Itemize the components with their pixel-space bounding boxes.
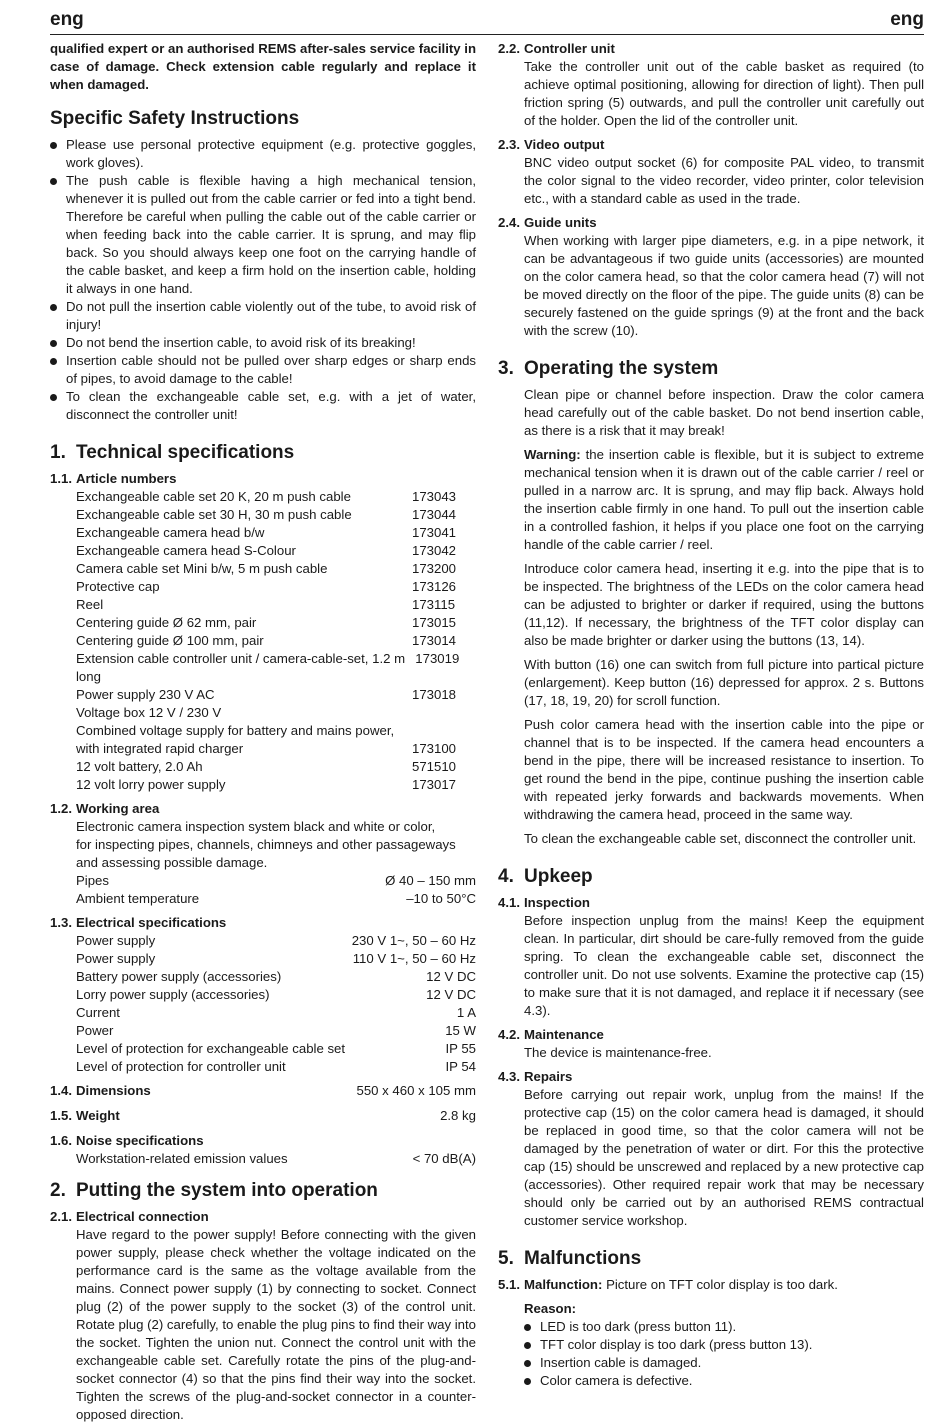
controller-unit-text: Take the controller unit out of the cable basket as required (to achieve optimal positioning, allowing for direction of light). Then pull friction spring (5) outwards, and pull the controller unit carefully out of the holder. Open the lid of the controller unit. xyxy=(524,59,924,128)
list-item xyxy=(50,136,476,172)
bullet-icon xyxy=(50,358,57,365)
working-area-rows xyxy=(50,872,476,908)
operating-paragraph-5: Push color camera head with the insertion cable into the pipe or channel that is to be inspected. If the camera head encounters a bend in the pipe, there will be increased resistance to insertion. To get round the bend in the pipe, continue pushing the insertion cable with repeated jerky forwards and backwards movements. When withdrawing the camera head, proceed in the same way. xyxy=(524,717,924,822)
spec-label: Battery power supply (accessories) xyxy=(76,969,282,984)
working-area-line: Electronic camera inspection system black and white or color, xyxy=(76,819,436,834)
bullet-icon xyxy=(50,304,57,311)
list-item-text: LED is too dark (press button 11). xyxy=(540,1319,737,1334)
article-row xyxy=(50,686,476,704)
spec-value: 12 V DC xyxy=(426,969,476,984)
article-row xyxy=(50,776,476,794)
article-row xyxy=(50,506,476,524)
list-item-text: Color camera is defective. xyxy=(540,1373,693,1388)
spec-label: Power supply xyxy=(76,933,156,948)
section-2-1-heading: 2.1. Electrical connection xyxy=(50,1209,209,1224)
article-code: 173014 xyxy=(412,633,457,648)
list-item-text: To clean the exchangeable cable set, e.g. with a jet of water, disconnect the controller unit! xyxy=(66,389,476,422)
bullet-icon xyxy=(524,1360,531,1367)
dimensions-value: 550 x 460 x 105 mm xyxy=(356,1083,476,1098)
article-code: 173015 xyxy=(412,615,457,630)
article-name: 12 volt lorry power supply xyxy=(76,777,226,792)
spec-row xyxy=(50,1040,476,1058)
article-row xyxy=(50,524,476,542)
working-area-text xyxy=(50,818,476,872)
article-name: Combined voltage supply for battery and mains power, xyxy=(76,723,395,738)
list-item xyxy=(524,1354,924,1372)
spec-label: Power supply xyxy=(76,951,156,966)
list-item xyxy=(50,172,476,298)
operating-paragraph-1: Clean pipe or channel before inspection. Draw the color camera head carefully out of the cable basket. Do not bend insertion cable, as there is a risk that it may break! xyxy=(524,387,924,438)
list-item-text: Do not pull the insertion cable violently out of the tube, to avoid risk of injury! xyxy=(66,299,476,332)
article-row xyxy=(50,704,476,722)
spec-row xyxy=(50,968,476,986)
left-column xyxy=(50,40,476,1424)
spec-value: IP 55 xyxy=(445,1041,476,1056)
section-2-heading: 2. Putting the system into operation xyxy=(50,1180,378,1201)
article-code: 571510 xyxy=(412,759,457,774)
article-code: 173044 xyxy=(412,507,457,522)
spec-value: 15 W xyxy=(445,1023,476,1038)
article-name: Extension cable controller unit / camera-cable-set, 1.2 m long xyxy=(76,651,406,684)
article-code: 173041 xyxy=(412,525,457,540)
article-name: Voltage box 12 V / 230 V xyxy=(76,705,222,720)
spec-row xyxy=(50,890,476,908)
language-label-left: eng xyxy=(50,9,84,30)
article-name: Exchangeable cable set 20 K, 20 m push cable xyxy=(76,489,351,504)
safety-heading: Specific Safety Instructions xyxy=(50,108,300,129)
safety-list xyxy=(50,136,476,424)
bullet-icon xyxy=(524,1324,531,1331)
spec-row xyxy=(50,1022,476,1040)
bullet-icon xyxy=(524,1342,531,1349)
list-item-text: The push cable is flexible having a high mechanical tension, whenever it is pulled out from the cable carrier or fed into a tight bend. Therefore be careful when pulling the cable out of the cable carrier or when feeding back into the cable carrier. It is sprung, and may flip back. So you should always keep one foot on the carrying handle of the cable basket, and keep a firm hold on the insertion cable, holding it always in one hand. xyxy=(66,173,476,296)
spec-label: Power xyxy=(76,1023,114,1038)
spec-value: IP 54 xyxy=(445,1059,476,1074)
article-row xyxy=(50,722,476,740)
intro-warning: qualified expert or an authorised REMS after-sales service facility in case of damage. Check extension cable regularly and replace it when damaged. xyxy=(50,41,476,92)
spec-value: Ø 40 – 150 mm xyxy=(385,873,476,888)
section-2-4-heading: 2.4. Guide units xyxy=(498,215,597,230)
list-item xyxy=(50,298,476,334)
article-code xyxy=(412,722,476,740)
bullet-icon xyxy=(50,394,57,401)
spec-label: Ambient temperature xyxy=(76,891,200,906)
spec-row xyxy=(50,986,476,1004)
spec-value: 110 V 1~, 50 – 60 Hz xyxy=(352,951,476,966)
article-code: 173200 xyxy=(412,561,457,576)
article-code xyxy=(412,704,476,722)
article-name: Camera cable set Mini b/w, 5 m push cable xyxy=(76,561,328,576)
article-name: Protective cap xyxy=(76,579,160,594)
bullet-icon xyxy=(50,178,57,185)
section-1-4-heading: 1.4. Dimensions 550 x 460 x 105 mm xyxy=(50,1083,476,1098)
article-name: 12 volt battery, 2.0 Ah xyxy=(76,759,203,774)
bullet-icon xyxy=(524,1378,531,1385)
right-column xyxy=(498,40,924,1390)
section-4-2-heading: 4.2. Maintenance xyxy=(498,1027,604,1042)
guide-units-text: When working with larger pipe diameters, e.g. in a pipe network, it can be advantageous if two guide units (accessories) are mounted on the color camera head, so that the color camera head (7) will not be moved directly on the floor of the pipe. The guide units (8) can be securely fastened on the guide springs (9) at the front and the back with the screw (10). xyxy=(524,233,924,338)
spec-label: Level of protection for exchangeable cable set xyxy=(76,1041,346,1056)
section-1-6-heading: 1.6. Noise specifications xyxy=(50,1133,204,1148)
electrical-rows xyxy=(50,932,476,1076)
article-name: Centering guide Ø 62 mm, pair xyxy=(76,615,257,630)
article-row xyxy=(50,614,476,632)
article-code: 173019 xyxy=(415,651,460,666)
operating-paragraph-6: To clean the exchangeable cable set, disconnect the controller unit. xyxy=(524,831,917,846)
section-1-2-heading: 1.2. Working area xyxy=(50,801,160,816)
list-item xyxy=(50,388,476,424)
list-item xyxy=(50,334,476,352)
article-row xyxy=(50,560,476,578)
article-code: 173042 xyxy=(412,543,457,558)
spec-value: 1 A xyxy=(456,1005,476,1020)
spec-label: Level of protection for controller unit xyxy=(76,1059,286,1074)
language-label-right: eng xyxy=(890,9,924,30)
article-name: Centering guide Ø 100 mm, pair xyxy=(76,633,264,648)
spec-row xyxy=(50,1058,476,1076)
section-1-1-heading: 1.1. Article numbers xyxy=(50,471,177,486)
article-row xyxy=(50,578,476,596)
article-name: Exchangeable camera head b/w xyxy=(76,525,265,540)
operating-warning: Warning: the insertion cable is flexible, but it is subject to extreme mechanical tension when it is drawn out of the cable carrier / reel or pulled in a narrow arc. It is sprung, and may flip back. Always hold the insertion cable firmly in one hand. To pull out the insertion cable in a controlled fashion, it helps if you place one foot on the carrying handle of the cable carrier / reel. xyxy=(524,447,924,552)
article-row xyxy=(50,758,476,776)
section-1-3-heading: 1.3. Electrical specifications xyxy=(50,915,227,930)
article-code: 173100 xyxy=(412,741,457,756)
article-name: Reel xyxy=(76,597,104,612)
article-name: Power supply 230 V AC xyxy=(76,687,215,702)
article-code: 173043 xyxy=(412,489,457,504)
list-item xyxy=(524,1372,924,1390)
section-3-heading: 3. Operating the system xyxy=(498,358,719,379)
section-1-heading: 1. Technical specifications xyxy=(50,442,295,463)
list-item xyxy=(524,1336,924,1354)
list-item-text: TFT color display is too dark (press button 13). xyxy=(540,1337,813,1352)
spec-value: 230 V 1~, 50 – 60 Hz xyxy=(351,933,476,948)
article-list xyxy=(50,488,476,794)
article-row xyxy=(50,632,476,650)
article-row xyxy=(50,488,476,506)
working-area-line: for inspecting pipes, channels, chimneys and other passageways xyxy=(76,837,456,852)
article-row xyxy=(50,740,476,758)
spec-row xyxy=(50,1004,476,1022)
bullet-icon xyxy=(50,340,57,347)
noise-row: Workstation-related emission values < 70 dB(A) xyxy=(76,1151,476,1166)
article-row xyxy=(50,542,476,560)
section-2-2-heading: 2.2. Controller unit xyxy=(498,41,615,56)
section-5-heading: 5. Malfunctions xyxy=(498,1248,642,1269)
spec-label: Pipes xyxy=(76,873,109,888)
article-code: 173017 xyxy=(412,777,457,792)
reason-label: Reason: xyxy=(524,1301,577,1316)
article-code: 173126 xyxy=(412,579,457,594)
list-item-text: Do not bend the insertion cable, to avoid risk of its breaking! xyxy=(66,335,416,350)
maintenance-text: The device is maintenance-free. xyxy=(524,1045,712,1060)
video-output-text: BNC video output socket (6) for composite PAL video, to transmit the color signal to the video recorder, video printer, color television etc., with a standard cable as used in the trade. xyxy=(524,155,924,206)
list-item-text: Insertion cable should not be pulled over sharp edges or sharp ends of pipes, to avoid damage to the cable! xyxy=(66,353,476,386)
list-item-text: Please use personal protective equipment (e.g. protective goggles, work gloves). xyxy=(66,137,476,170)
spec-value: 12 V DC xyxy=(426,987,476,1002)
article-name: Exchangeable camera head S-Colour xyxy=(76,543,296,558)
operating-paragraph-3: Introduce color camera head, inserting it e.g. into the pipe that is to be inspected. The brightness of the LEDs on the color camera head can be adjusted to brighter or darker if required, using the buttons (11,12). If necessary, the brightness of the TFT color display can also be made brighter or darker using the buttons (13, 14). xyxy=(524,561,924,648)
malfunction-5-1: 5.1. Malfunction: Picture on TFT color display is too dark. xyxy=(498,1277,838,1292)
article-row xyxy=(50,650,476,686)
spec-row xyxy=(50,932,476,950)
article-name: with integrated rapid charger xyxy=(76,741,244,756)
list-item xyxy=(50,352,476,388)
article-code: 173018 xyxy=(412,687,457,702)
section-4-heading: 4. Upkeep xyxy=(498,866,593,887)
section-2-3-heading: 2.3. Video output xyxy=(498,137,605,152)
list-item-text: Insertion cable is damaged. xyxy=(540,1355,702,1370)
weight-value: 2.8 kg xyxy=(440,1108,476,1123)
page-header xyxy=(50,8,924,35)
electrical-connection-text: Have regard to the power supply! Before connecting with the given power supply, please check whether the voltage indicated on the performance card is the same as the voltage available from the mains. Connect power supply (1) by connecting to socket. Connect plug (2) of the power supply to the socket (3) of the control unit. Rotate plug (2) carefully, to enable the plug pins to find their way into the socket. Tighten the union nut. Connect the control unit with the exchangeable cable set. Carefully rotate the pins of the plug-and-socket connector (4) so that the pins find their way into the socket. Tighten the screws of the plug-and-socket connector in a counter-opposed direction. xyxy=(76,1227,477,1422)
bullet-icon xyxy=(50,142,57,149)
reason-list xyxy=(498,1318,924,1390)
operating-paragraph-4: With button (16) one can switch from full picture into partical picture (enlargement). Keep button (16) depressed for approx. 2 s. Buttons (17, 18, 19, 20) for scroll function. xyxy=(524,657,924,708)
spec-label: Current xyxy=(76,1005,120,1020)
list-item xyxy=(524,1318,924,1336)
spec-row xyxy=(50,872,476,890)
article-row xyxy=(50,596,476,614)
working-area-line: and assessing possible damage. xyxy=(76,855,268,870)
inspection-text: Before inspection unplug from the mains! Keep the equipment clean. In particular, dirt should be care-fully removed from the guide spring. To clean the exchangeable cable set, disconnect the controller unit. Do not use solvents. Examine the protective cap (15) to make sure that it is not damaged, and replace it if necessary (see 4.3). xyxy=(524,913,924,1018)
section-4-1-heading: 4.1. Inspection xyxy=(498,895,590,910)
section-4-3-heading: 4.3. Repairs xyxy=(498,1069,573,1084)
repairs-text: Before carrying out repair work, unplug from the mains! If the protective cap (15) on the color camera head is damaged, it should be replaced in good time, so that the color camera will not be damaged by the penetration of water or dirt. For this the protective cap (15) should be unscrewed and replaced by a new protective cap (accessories). Other required repair work that may be necessary should only be carried out by an authorised REMS contractual customer service workshop. xyxy=(524,1087,924,1228)
spec-value: –10 to 50°C xyxy=(406,891,476,906)
article-code: 173115 xyxy=(412,597,456,612)
spec-label: Lorry power supply (accessories) xyxy=(76,987,270,1002)
spec-row xyxy=(50,950,476,968)
section-1-5-heading: 1.5. Weight 2.8 kg xyxy=(50,1108,476,1123)
article-name: Exchangeable cable set 30 H, 30 m push cable xyxy=(76,507,352,522)
